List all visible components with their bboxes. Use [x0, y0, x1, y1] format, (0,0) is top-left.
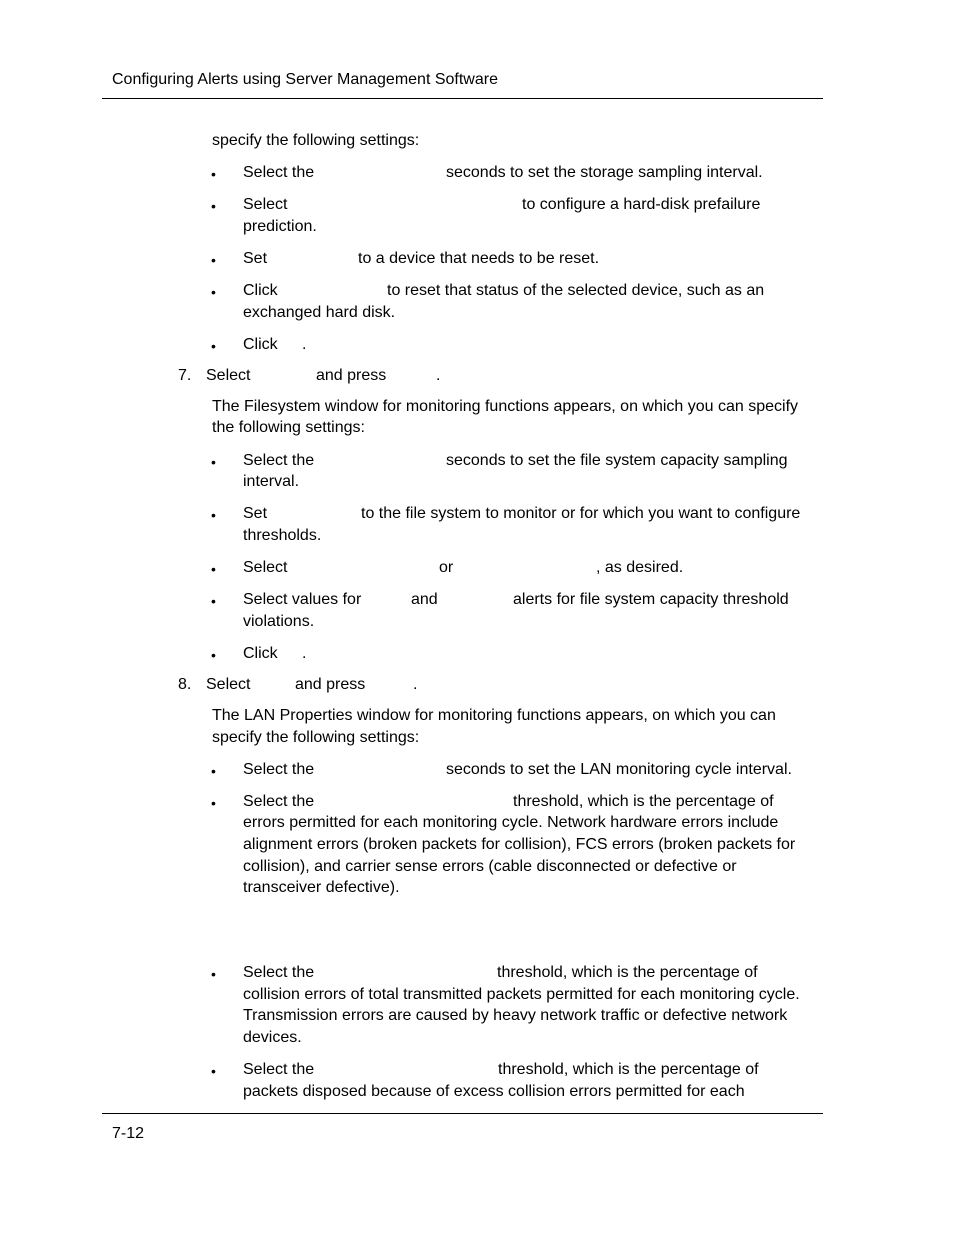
lan-b3-line3: Transmission errors are caused by heavy network traffic or defective network	[243, 1007, 788, 1024]
step-8-press: and press	[295, 676, 366, 693]
step-8-intro-line2: specify the following settings:	[212, 729, 420, 746]
storage-intro: specify the following settings:	[212, 132, 420, 149]
storage-b5-end: .	[302, 336, 307, 353]
fs-b4-end: alerts for file system capacity threshold	[513, 591, 789, 608]
storage-b3-end: to a device that needs to be reset.	[358, 250, 600, 267]
step-7-number: 7.	[178, 367, 192, 384]
fs-b1-line2: interval.	[243, 473, 300, 490]
fs-b4-and: and	[411, 591, 438, 608]
storage-b4-line2: exchanged hard disk.	[243, 304, 396, 321]
step-8-intro-line1: The LAN Properties window for monitoring functions appears, on which you can	[212, 707, 776, 724]
fs-b3-or: or	[439, 559, 454, 576]
lan-b3-start: Select the	[243, 964, 315, 981]
fs-b4-line2: violations.	[243, 613, 315, 630]
fs-b3-end: , as desired.	[596, 559, 684, 576]
bullet: •	[211, 166, 216, 182]
running-header: Configuring Alerts using Server Management Software	[112, 71, 498, 88]
bullet: •	[211, 198, 216, 214]
footer-rule	[102, 1113, 823, 1114]
step-7-period: .	[436, 367, 441, 384]
lan-b2-line3: alignment errors (broken packets for collision), FCS errors (broken packets for	[243, 836, 796, 853]
lan-b2-start: Select the	[243, 793, 315, 810]
header-rule	[102, 98, 823, 99]
page-number: 7-12	[112, 1125, 145, 1142]
step-7-intro-line2: the following settings:	[212, 419, 365, 436]
lan-b4-end: threshold, which is the percentage of	[498, 1061, 759, 1078]
step-7-select: Select	[206, 367, 251, 384]
bullet: •	[211, 763, 216, 779]
bullet: •	[211, 507, 216, 523]
lan-b3-end: threshold, which is the percentage of	[497, 964, 758, 981]
fs-b2-start: Set	[243, 505, 268, 522]
bullet: •	[211, 795, 216, 811]
bullet: •	[211, 252, 216, 268]
storage-b2-end: to configure a hard-disk prefailure	[522, 196, 761, 213]
storage-b1-end: seconds to set the storage sampling interval.	[446, 164, 763, 181]
bullet: •	[211, 966, 216, 982]
lan-b3-line2: collision errors of total transmitted packets permitted for each monitoring cycle.	[243, 986, 800, 1003]
lan-b2-line4: collision), and carrier sense errors (cable disconnected or defective or	[243, 858, 737, 875]
bullet: •	[211, 454, 216, 470]
lan-b3-line4: devices.	[243, 1029, 302, 1046]
lan-b4-line2: packets disposed because of excess collision errors permitted for each	[243, 1083, 745, 1100]
fs-b1-start: Select the	[243, 452, 315, 469]
bullet: •	[211, 593, 216, 609]
lan-b1-start: Select the	[243, 761, 315, 778]
bullet: •	[211, 647, 216, 663]
lan-b2-end: threshold, which is the percentage of	[513, 793, 774, 810]
step-7-press: and press	[316, 367, 387, 384]
fs-b3-start: Select	[243, 559, 288, 576]
bullet: •	[211, 284, 216, 300]
storage-b2-line2: prediction.	[243, 218, 317, 235]
bullet: •	[211, 561, 216, 577]
lan-b4-start: Select the	[243, 1061, 315, 1078]
lan-b1-end: seconds to set the LAN monitoring cycle interval.	[446, 761, 792, 778]
lan-b2-line5: transceiver defective).	[243, 879, 400, 896]
fs-b2-end: to the file system to monitor or for which you want to configure	[361, 505, 801, 522]
fs-b2-line2: thresholds.	[243, 527, 322, 544]
step-7-intro-line1: The Filesystem window for monitoring functions appears, on which you can specify	[212, 398, 799, 415]
storage-b2-start: Select	[243, 196, 288, 213]
storage-b5-start: Click	[243, 336, 278, 353]
fs-b5-end: .	[302, 645, 307, 662]
bullet: •	[211, 1063, 216, 1079]
storage-b1-start: Select the	[243, 164, 315, 181]
bullet: •	[211, 338, 216, 354]
fs-b5-start: Click	[243, 645, 278, 662]
step-8-number: 8.	[178, 676, 192, 693]
step-8-period: .	[413, 676, 418, 693]
fs-b4-start: Select values for	[243, 591, 362, 608]
storage-b4-end: to reset that status of the selected device, such as an	[387, 282, 765, 299]
step-8-select: Select	[206, 676, 251, 693]
fs-b1-end: seconds to set the file system capacity sampling	[446, 452, 788, 469]
lan-b2-line2: errors permitted for each monitoring cycle. Network hardware errors include	[243, 814, 779, 831]
storage-b3-start: Set	[243, 250, 268, 267]
storage-b4-start: Click	[243, 282, 278, 299]
